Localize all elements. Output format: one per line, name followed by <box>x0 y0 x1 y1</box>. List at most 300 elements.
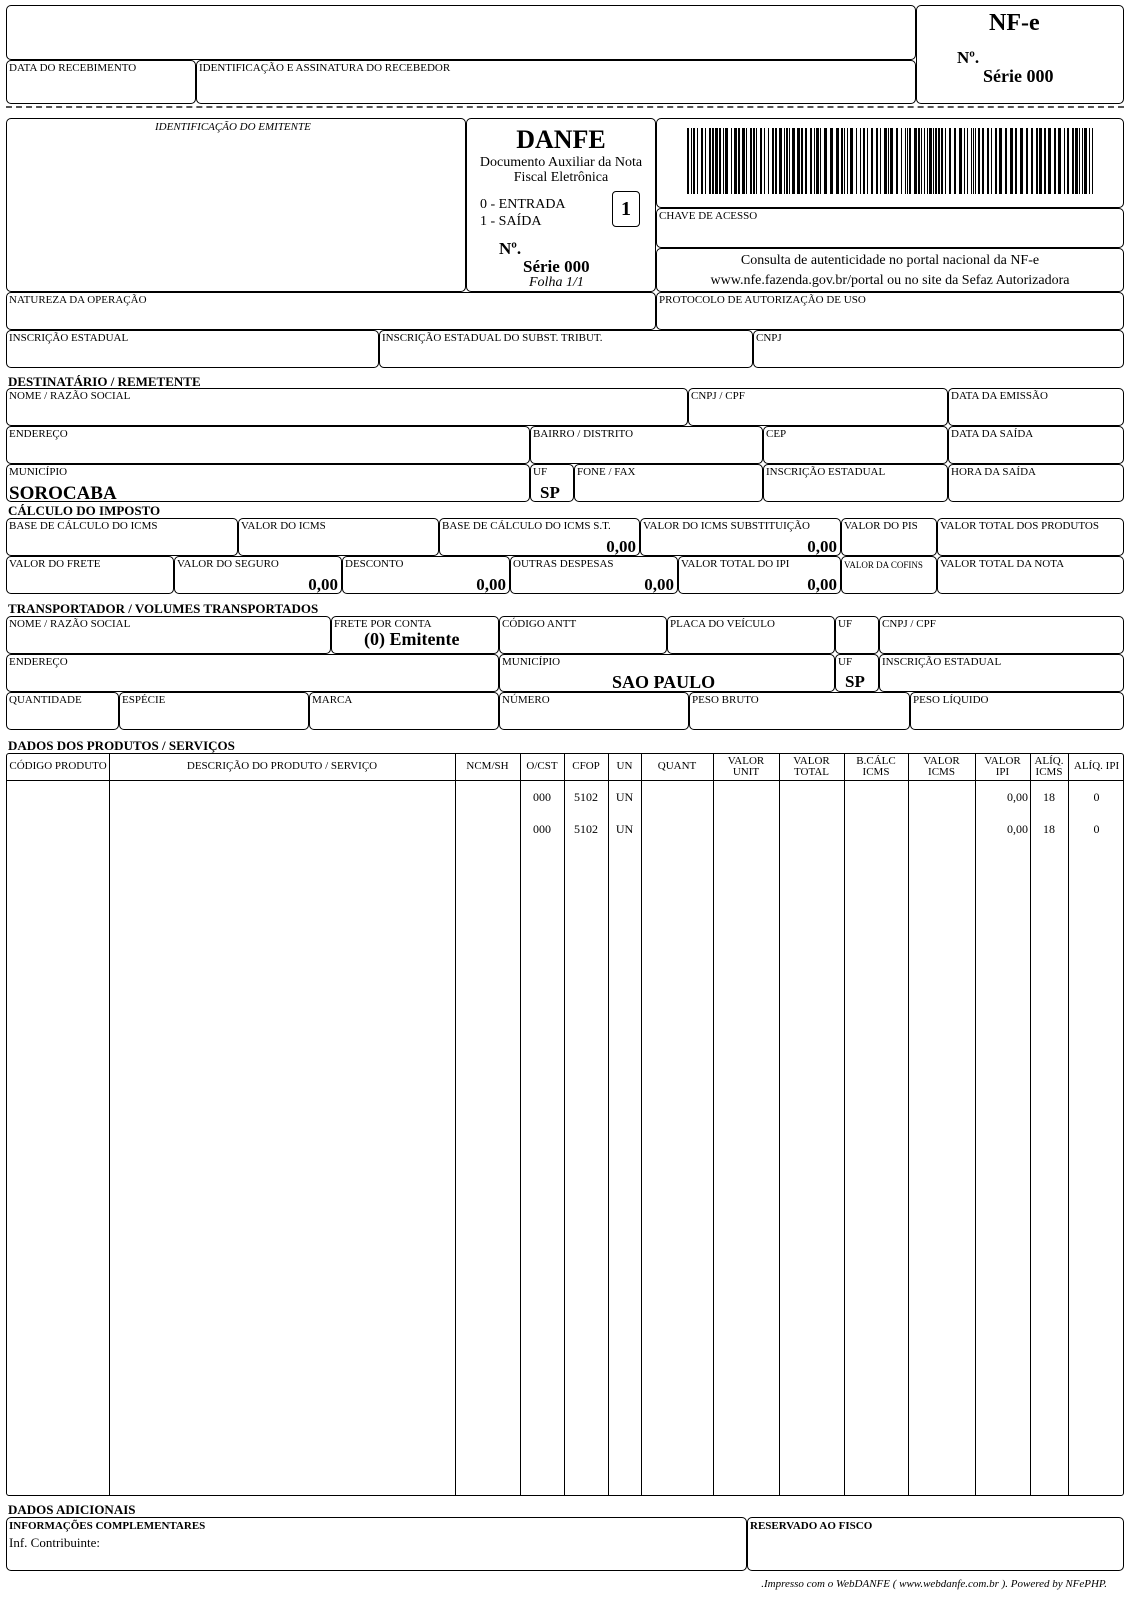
barcode-bar <box>779 128 782 194</box>
barcode-bar <box>786 128 788 194</box>
state-reg-st-box <box>379 330 753 368</box>
cep-label: CEP <box>766 428 787 440</box>
icms-base-label: BASE DE CÁLCULO DO ICMS <box>9 520 158 532</box>
row-icms-rate: 18 <box>1043 790 1055 804</box>
consult-box <box>656 248 1124 292</box>
other-expenses-box <box>510 556 678 594</box>
recipient-city: SOROCABA <box>9 483 117 504</box>
phone-label: FONE / FAX <box>577 466 636 478</box>
barcode-bar <box>844 128 845 194</box>
recipient-state-reg-box <box>763 464 948 502</box>
col-header-description: DESCRIÇÃO DO PRODUTO / SERVIÇO <box>186 760 378 772</box>
danfe-series: Série 000 <box>523 257 590 276</box>
barcode-bar <box>715 128 718 194</box>
row-un: UN <box>615 822 634 836</box>
col-divider <box>975 754 976 1495</box>
state-reg-label: INSCRIÇÃO ESTADUAL <box>9 332 129 344</box>
pis-label: VALOR DO PIS <box>844 520 918 532</box>
icms-st-base-value: 0,00 <box>606 537 636 556</box>
barcode-bar <box>927 128 928 194</box>
barcode-bar <box>884 128 887 194</box>
danfe-title: DANFE <box>516 125 606 154</box>
barcode-bar <box>1048 128 1051 194</box>
net-weight-box <box>910 692 1124 730</box>
barcode-bar <box>975 128 976 194</box>
barcode-bar <box>867 128 868 194</box>
barcode-bar <box>1054 128 1056 194</box>
row-ocst: 000 <box>533 822 551 836</box>
barcode-bar <box>863 128 865 194</box>
col-header-ipi-value <box>975 756 1030 778</box>
barcode-bar <box>876 128 878 194</box>
receipt-date-label: DATA DO RECEBIMENTO <box>9 62 137 74</box>
barcode-bar <box>810 128 812 194</box>
carrier-name-box <box>6 616 331 654</box>
barcode-bar <box>847 128 848 194</box>
issuer-box <box>6 118 466 292</box>
barcode-box <box>656 118 1124 208</box>
barcode-bar <box>907 128 908 194</box>
consult-line-2: www.nfe.fazenda.gov.br/portal ou no site da Sefaz Autorizadora <box>710 273 1070 288</box>
operation-type-box <box>612 191 640 227</box>
col-header-icms-rate <box>1030 756 1068 778</box>
recipient-uf-label: UF <box>533 466 548 478</box>
plate-uf-box <box>835 616 879 654</box>
transport-section-title: TRANSPORTADOR / VOLUMES TRANSPORTADOS <box>8 601 319 616</box>
complementary-info-label: INFORMAÇÕES COMPLEMENTARES <box>9 1520 206 1532</box>
danfe-subtitle-1: Documento Auxiliar da Nota <box>479 155 643 170</box>
barcode-bar <box>841 128 843 194</box>
barcode-bar <box>959 128 962 194</box>
district-label: BAIRRO / DISTRITO <box>533 428 634 440</box>
barcode-bar <box>753 128 755 194</box>
receipt-nfe-box <box>916 5 1124 104</box>
barcode-bar <box>850 128 853 194</box>
quantity-box <box>6 692 119 730</box>
plate-box <box>667 616 835 654</box>
barcode-bar <box>712 128 714 194</box>
barcode-bar <box>929 128 932 194</box>
barcode-bar <box>750 128 752 194</box>
carrier-state-reg-box <box>879 654 1124 692</box>
barcode-bar <box>1026 128 1028 194</box>
footer-text: .Impresso com o WebDANFE ( www.webdanfe.com.br ). Powered by NFePHP. <box>761 1578 1107 1590</box>
barcode-bar <box>1015 128 1017 194</box>
entry-option: 0 - ENTRADA <box>480 197 566 212</box>
barcode-bar <box>905 128 906 194</box>
row-cfop: 5102 <box>574 822 598 836</box>
col-divider <box>109 754 110 1495</box>
freight-value-label: VALOR DO FRETE <box>9 558 101 570</box>
barcode-bar <box>935 128 937 194</box>
barcode-bar <box>697 128 698 194</box>
insurance-value: 0,00 <box>308 575 338 594</box>
barcode-bar <box>1089 128 1090 194</box>
danfe-sheet: Folha 1/1 <box>529 275 584 290</box>
access-key-box <box>656 208 1124 248</box>
volume-number-label: NÚMERO <box>502 694 550 706</box>
barcode-bar <box>888 128 889 194</box>
icms-st-value-label: VALOR DO ICMS SUBSTITUIÇÃO <box>643 520 810 532</box>
barcode-bar <box>742 128 745 194</box>
barcode-bar <box>924 128 925 194</box>
discount-value: 0,00 <box>476 575 506 594</box>
brand-box <box>309 692 499 730</box>
products-total-label: VALOR TOTAL DOS PRODUTOS <box>940 520 1099 532</box>
reserved-box <box>747 1517 1124 1571</box>
barcode-bar <box>1064 128 1065 194</box>
barcode-bar <box>945 128 946 194</box>
barcode <box>687 128 1097 194</box>
icms-st-base-box <box>439 518 640 556</box>
plate-label: PLACA DO VEÍCULO <box>670 618 775 630</box>
col-divider <box>713 754 714 1495</box>
nature-box <box>6 292 656 330</box>
carrier-address-box <box>6 654 499 692</box>
receipt-signature-label: IDENTIFICAÇÃO E ASSINATURA DO RECEBEDOR <box>199 62 451 74</box>
barcode-bar <box>949 128 951 194</box>
freight-account-value: (0) Emitente <box>364 629 460 649</box>
barcode-bar <box>995 128 997 194</box>
barcode-bar <box>797 128 800 194</box>
volume-number-box <box>499 692 689 730</box>
carrier-cnpj-box <box>879 616 1124 654</box>
barcode-bar <box>901 128 902 194</box>
col-divider <box>844 754 845 1495</box>
danfe-subtitle-2: Fiscal Eletrônica <box>513 170 609 185</box>
col-header-total-value-line2: TOTAL <box>794 766 829 778</box>
issuer-cnpj-box <box>753 330 1124 368</box>
products-total-box <box>937 518 1124 556</box>
ipi-total-label: VALOR TOTAL DO IPI <box>681 558 790 570</box>
exit-option: 1 - SAÍDA <box>480 214 542 229</box>
barcode-bar <box>801 128 803 194</box>
issuer-cnpj-label: CNPJ <box>756 332 782 344</box>
insurance-label: VALOR DO SEGURO <box>177 558 279 570</box>
col-header-icms-base-line1: B.CÁLC <box>856 755 896 767</box>
recipient-state-reg-label: INSCRIÇÃO ESTADUAL <box>766 466 886 478</box>
products-table <box>6 753 1124 1496</box>
discount-box <box>342 556 510 594</box>
recipient-name-box <box>6 388 688 426</box>
carrier-uf: SP <box>845 672 865 691</box>
barcode-bar <box>978 128 980 194</box>
exit-date-box <box>948 426 1124 464</box>
barcode-bar <box>1044 128 1046 194</box>
freight-account-label: FRETE POR CONTA <box>334 618 432 630</box>
cep-box <box>763 426 948 464</box>
col-header-icms-base <box>844 756 908 778</box>
col-header-code: CÓDIGO PRODUTO <box>9 760 107 772</box>
barcode-bar <box>705 128 706 194</box>
carrier-city: SAO PAULO <box>612 672 716 692</box>
state-reg-st-label: INSCRIÇÃO ESTADUAL DO SUBST. TRIBUT. <box>382 332 603 344</box>
col-divider <box>641 754 642 1495</box>
col-header-un: UN <box>616 760 633 772</box>
row-ipi-value: 0,00 <box>1007 790 1028 804</box>
barcode-bar <box>830 128 833 194</box>
operation-type-value: 1 <box>621 198 631 220</box>
barcode-bar <box>1020 128 1023 194</box>
col-header-quant: QUANT <box>657 760 697 772</box>
icms-st-value: 0,00 <box>807 537 837 556</box>
barcode-bar <box>789 128 790 194</box>
antt-box <box>499 616 667 654</box>
barcode-bar <box>775 128 777 194</box>
cut-line <box>6 106 1124 108</box>
brand-label: MARCA <box>312 694 353 706</box>
barcode-bar <box>933 128 934 194</box>
barcode-bar <box>1092 128 1093 194</box>
complementary-info-box <box>6 1517 747 1571</box>
plate-uf-label: UF <box>838 618 853 630</box>
barcode-bar <box>756 128 757 194</box>
note-total-box <box>937 556 1124 594</box>
barcode-bar <box>701 128 703 194</box>
barcode-bar <box>687 128 689 194</box>
row-ipi-rate: 0 <box>1093 822 1100 836</box>
note-total-label: VALOR TOTAL DA NOTA <box>940 558 1065 570</box>
emission-date-label: DATA DA EMISSÃO <box>951 390 1048 402</box>
barcode-bar <box>1067 128 1069 194</box>
reserved-label: RESERVADO AO FISCO <box>750 1520 873 1532</box>
col-header-ocst: O/CST <box>526 760 558 772</box>
col-header-icms-value <box>908 756 975 778</box>
row-un: UN <box>615 790 634 804</box>
icms-base-box <box>6 518 238 556</box>
cofins-box <box>841 556 937 594</box>
col-header-ipi-rate: ALÍQ. IPI <box>1073 760 1120 772</box>
barcode-bar <box>1082 128 1083 194</box>
barcode-bar <box>896 128 898 194</box>
species-label: ESPÉCIE <box>122 694 166 706</box>
carrier-cnpj-label: CNPJ / CPF <box>882 618 936 630</box>
col-divider <box>779 754 780 1495</box>
barcode-bar <box>731 128 732 194</box>
pis-box <box>841 518 937 556</box>
barcode-bar <box>719 128 721 194</box>
additional-section-title: DADOS ADICIONAIS <box>8 1502 136 1517</box>
barcode-bar <box>820 128 821 194</box>
barcode-bar <box>738 128 740 194</box>
col-header-icms-rate-line1: ALÍQ. <box>1034 755 1064 767</box>
col-divider <box>908 754 909 1495</box>
state-reg-box <box>6 330 379 368</box>
carrier-address-label: ENDEREÇO <box>9 656 68 668</box>
quantity-label: QUANTIDADE <box>9 694 82 706</box>
barcode-bar <box>1039 128 1042 194</box>
barcode-bar <box>691 128 692 194</box>
insurance-box <box>174 556 342 594</box>
recipient-city-label: MUNICÍPIO <box>9 466 68 478</box>
barcode-bar <box>760 128 762 194</box>
barcode-bar <box>890 128 893 194</box>
col-header-unit-value <box>713 756 779 778</box>
gross-weight-label: PESO BRUTO <box>692 694 759 706</box>
barcode-bar <box>805 128 807 194</box>
cofins-label: VALOR DA COFINS <box>844 560 923 570</box>
barcode-bar <box>1005 128 1007 194</box>
row-icms-rate: 18 <box>1043 822 1055 836</box>
discount-label: DESCONTO <box>345 558 404 570</box>
table-row <box>7 790 1123 810</box>
access-key-label: CHAVE DE ACESSO <box>659 210 758 222</box>
carrier-uf-box <box>835 654 879 692</box>
recipient-address-box <box>6 426 530 464</box>
carrier-state-reg-label: INSCRIÇÃO ESTADUAL <box>882 656 1002 668</box>
species-box <box>119 692 309 730</box>
barcode-bar <box>734 128 737 194</box>
district-box <box>530 426 763 464</box>
carrier-name-label: NOME / RAZÃO SOCIAL <box>9 618 131 630</box>
barcode-bar <box>964 128 965 194</box>
freight-value-box <box>6 556 174 594</box>
recipient-uf-box <box>530 464 574 502</box>
gross-weight-box <box>689 692 910 730</box>
barcode-bar <box>1036 128 1038 194</box>
receipt-number-label: Nº. <box>957 48 980 67</box>
ipi-total-box <box>678 556 841 594</box>
barcode-bar <box>836 128 839 194</box>
phone-box <box>574 464 763 502</box>
barcode-bar <box>784 128 785 194</box>
emission-date-box <box>948 388 1124 426</box>
tax-section-title: CÁLCULO DO IMPOSTO <box>8 503 161 518</box>
danfe-box <box>466 118 656 292</box>
barcode-bar <box>1072 128 1074 194</box>
barcode-bar <box>880 128 881 194</box>
barcode-bar <box>860 128 861 194</box>
barcode-bar <box>824 128 827 194</box>
danfe-number-label: Nº. <box>499 239 522 258</box>
col-divider <box>455 754 456 1495</box>
consult-line-1: Consulta de autenticidade no portal nacional da NF-e <box>740 253 1040 268</box>
receipt-date-box <box>6 60 196 104</box>
products-header-separator <box>7 780 1123 781</box>
barcode-bar <box>967 128 968 194</box>
barcode-bar <box>973 128 974 194</box>
barcode-bar <box>709 128 711 194</box>
barcode-bar <box>941 128 943 194</box>
barcode-bar <box>909 128 911 194</box>
barcode-bar <box>814 128 815 194</box>
col-divider <box>564 754 565 1495</box>
col-divider <box>520 754 521 1495</box>
carrier-uf-label: UF <box>838 656 853 668</box>
col-header-icms-base-line2: ICMS <box>862 766 890 778</box>
barcode-bar <box>772 128 774 194</box>
barcode-bar <box>999 128 1002 194</box>
row-cfop: 5102 <box>574 790 598 804</box>
icms-value-label: VALOR DO ICMS <box>241 520 326 532</box>
nature-label: NATUREZA DA OPERAÇÃO <box>9 294 147 306</box>
barcode-bar <box>723 128 724 194</box>
row-ipi-value: 0,00 <box>1007 822 1028 836</box>
barcode-bar <box>725 128 728 194</box>
protocol-label: PROTOCOLO DE AUTORIZAÇÃO DE USO <box>659 294 866 306</box>
barcode-bar <box>1084 128 1087 194</box>
receipt-series: Série 000 <box>983 66 1054 86</box>
barcode-bar <box>918 128 920 194</box>
freight-account-box <box>331 616 499 654</box>
recipient-uf: SP <box>540 483 560 502</box>
barcode-bar <box>987 128 989 194</box>
recipient-cnpj-label: CNPJ / CPF <box>691 390 745 402</box>
col-header-icms-value-line1: VALOR <box>923 755 960 767</box>
barcode-bar <box>954 128 956 194</box>
col-header-cfop: CFOP <box>572 760 600 772</box>
col-header-ncm: NCM/SH <box>466 760 509 772</box>
recipient-cnpj-box <box>688 388 948 426</box>
barcode-bar <box>921 128 922 194</box>
col-header-total-value <box>779 756 844 778</box>
net-weight-label: PESO LÍQUIDO <box>913 694 989 706</box>
barcode-bar <box>746 128 747 194</box>
col-header-icms-rate-line2: ICMS <box>1035 766 1063 778</box>
barcode-bar <box>816 128 819 194</box>
barcode-bar <box>914 128 917 194</box>
carrier-city-label: MUNICÍPIO <box>502 656 561 668</box>
barcode-bar <box>938 128 940 194</box>
receipt-nfe-title: NF-e <box>989 10 1040 36</box>
products-section-title: DADOS DOS PRODUTOS / SERVIÇOS <box>8 738 235 753</box>
carrier-city-box <box>499 654 835 692</box>
issuer-label: IDENTIFICAÇÃO DO EMITENTE <box>155 121 311 133</box>
row-ipi-rate: 0 <box>1093 790 1100 804</box>
recipient-name-label: NOME / RAZÃO SOCIAL <box>9 390 131 402</box>
barcode-bar <box>991 128 992 194</box>
col-divider <box>1068 754 1069 1495</box>
recipient-city-box <box>6 464 530 502</box>
col-header-unit-value-line1: VALOR <box>727 755 765 767</box>
exit-date-label: DATA DA SAÍDA <box>951 428 1034 440</box>
barcode-bar <box>871 128 873 194</box>
barcode-bar <box>1058 128 1061 194</box>
col-divider <box>608 754 609 1495</box>
icms-st-base-label: BASE DE CÁLCULO DO ICMS S.T. <box>442 520 611 532</box>
barcode-bar <box>1075 128 1078 194</box>
receipt-top-box <box>6 5 916 60</box>
col-header-icms-value-line2: ICMS <box>928 766 955 778</box>
recipient-address-label: ENDEREÇO <box>9 428 68 440</box>
protocol-box <box>656 292 1124 330</box>
other-expenses-label: OUTRAS DESPESAS <box>513 558 614 570</box>
col-header-unit-value-line2: UNIT <box>732 766 760 778</box>
ipi-total-value: 0,00 <box>807 575 837 594</box>
row-ocst: 000 <box>533 790 551 804</box>
table-row <box>7 822 1123 842</box>
barcode-bar <box>693 128 695 194</box>
complementary-info-text: Inf. Contribuinte: <box>9 1535 100 1550</box>
receipt-signature-box <box>196 60 916 104</box>
exit-time-box <box>948 464 1124 502</box>
other-expenses-value: 0,00 <box>644 575 674 594</box>
col-header-total-value-line1: VALOR <box>793 755 830 767</box>
barcode-bar <box>1031 128 1033 194</box>
icms-st-value-box <box>640 518 841 556</box>
barcode-bar <box>982 128 984 194</box>
barcode-bar <box>1079 128 1080 194</box>
col-header-ipi-value-line2: IPI <box>995 766 1010 778</box>
barcode-bar <box>856 128 857 194</box>
recipient-section-title: DESTINATÁRIO / REMETENTE <box>8 374 201 389</box>
barcode-bar <box>971 128 972 194</box>
barcode-bar <box>792 128 795 194</box>
barcode-bar <box>1010 128 1013 194</box>
col-header-ipi-value-line1: VALOR <box>984 755 1021 767</box>
barcode-bar <box>764 128 765 194</box>
antt-label: CÓDIGO ANTT <box>502 618 577 630</box>
